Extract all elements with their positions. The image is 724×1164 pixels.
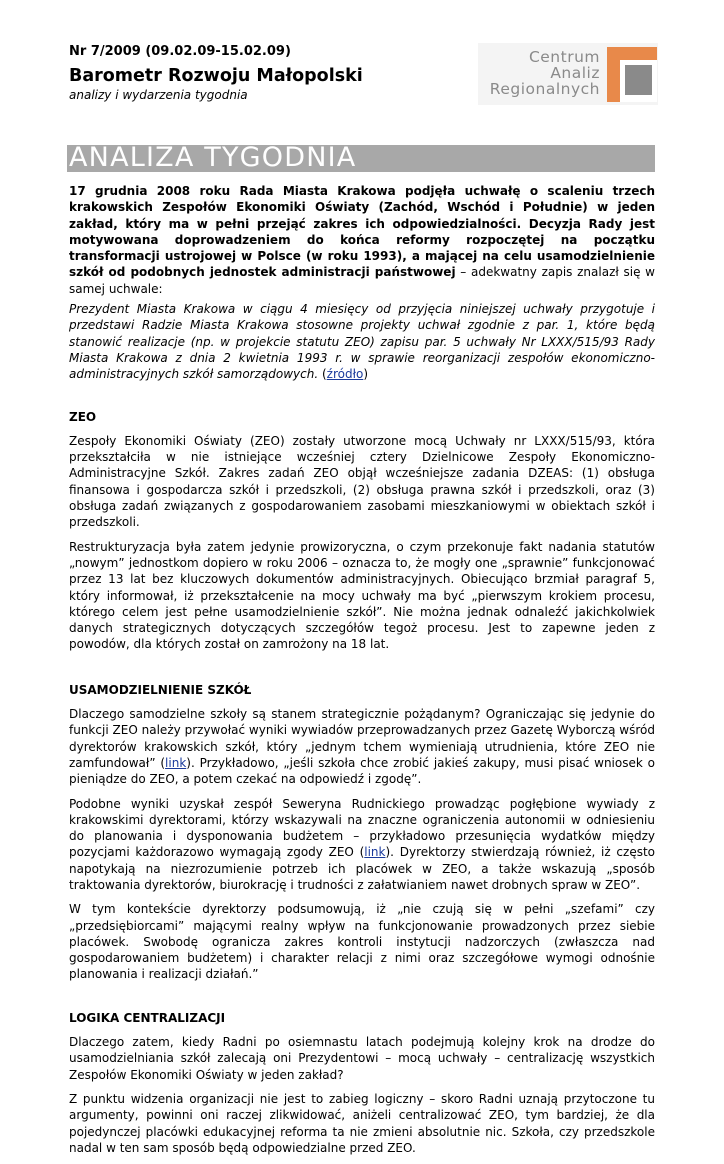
logo-line-3: Regionalnych bbox=[489, 80, 600, 98]
intro-rest-text: – adekwatny zapis znalazł się w samej uchwale: bbox=[69, 265, 655, 296]
logo-line-1: Centrum bbox=[528, 48, 600, 66]
quote-text: Prezydent Miasta Krakowa w ciągu 4 miesięcy od przyjęcia niniejszej uchwały przygotuje i przedstawi Radzie Miasta Krakowa stosowne projekty uchwał zgodnie z par. 1, które będą stanowić realizacje (np. w projekcie statutu ZEO) zapisu par. 5 uchwały Nr LXXX/515/93 Rady Miasta Krakowa z dnia 2 kwietnia 1993 r. w sprawie reorganizacji zespołów ekonomiczno-administracyjnych szkół samorządowych. bbox=[69, 302, 655, 382]
logo-square-icon bbox=[607, 47, 657, 102]
gazeta-link[interactable]: link bbox=[165, 755, 187, 770]
publication-title: Barometr Rozwoju Małopolski bbox=[69, 66, 363, 86]
banner-title: ANALIZA TYGODNIA bbox=[69, 145, 357, 172]
rudnicki-link[interactable]: link bbox=[364, 845, 386, 860]
zeo-paragraph-1: Zespoły Ekonomiki Oświaty (ZEO) zostały utworzone mocą Uchwały nr LXXX/515/93, która przekształciła w nie istniejące wcześniej cztery Dzielnicowe Zespoły Ekonomiczno-Administracyjne Szkół. Zakres zadań ZEO objął wcześniejsze zadania DZEAS: (1) obsługa finansowa i gospodarcza szkół i przedszkoli, (2) obsługa prawna szkół i przedszkoli, oraz (3) obsługa zadań związanych z gospodarowaniem zasobami mieszkaniowymi w obiektach szkół i przedszkoli. bbox=[69, 433, 655, 530]
section-heading-usamodzielnienie: USAMODZIELNIENIE SZKÓŁ bbox=[69, 682, 252, 697]
section-heading-zeo: ZEO bbox=[69, 409, 97, 424]
logika-paragraph-1: Dlaczego zatem, kiedy Radni po osiemnastu latach podejmują kolejny krok na drodze do usamodzielniania szkół zalecają oni Prezydentowi – mocą uchwały – centralizację wszystkich Zespołów Ekonomiki Oświaty w jeden zakład? bbox=[69, 1035, 655, 1082]
article-body bbox=[69, 183, 655, 1164]
resolution-quote: Prezydent Miasta Krakowa w ciągu 4 miesięcy od przyjęcia niniejszej uchwały przygotuje i przedstawi Radzie Miasta Krakowa stosowne projekty uchwał zgodnie z par. 1, które będą stanowić realizacje (np. w projekcie statutu ZEO) zapisu par. 5 uchwały Nr LXXX/515/93 Rady Miasta Krakowa z dnia 2 kwietnia 1993 r. w sprawie reorganizacji zespołów ekonomiczno-administracyjnych szkół samorządowych. (źródło) bbox=[69, 302, 655, 382]
publication-subtitle: analizy i wydarzenia tygodnia bbox=[69, 88, 248, 102]
usamodzielnienie-paragraph-1: Dlaczego samodzielne szkoły są stanem strategicznie pożądanym? Ograniczając się jedynie do funkcji ZEO należy przywołać wyniki wywiadów przeprowadzanych przez Gazetę Wyborczą wśród dyrektorów krakowskich szkół, który „jednym tchem wymieniają utrudnienia, które ZEO nie zamfundował” (link). Przykładowo, „jeśli szkoła chce zrobić jakieś zakupy, musi pisać wniosek o pieniądze do ZEO, a potem czekać na odpowiedź i zgodę”. bbox=[69, 707, 655, 787]
zeo-paragraph-2: Restrukturyzacja była zatem jedynie prowizoryczna, o czym przekonuje fakt nadania statutów „nowym” jednostkom dopiero w roku 2006 – oznacza to, że mogły one „sprawnie” funkcjonować przez 13 lat bez kluczowych dokumentów administracyjnych. Obiecująco brzmiał paragraf 5, który informował, iż przekształcenie na mocy uchwały ma być „pierwszym krokiem procesu, którego celem jest pełne usamodzielnienie szkół”. Nie można jednak odnaleźć jakichkolwiek danych strategicznych dotyczących szczegółów tegoż procesu. Jest to zapewne jeden z powodów, dla których został on zamrożony na 18 lat. bbox=[69, 539, 655, 652]
source-link[interactable]: źródło bbox=[326, 367, 364, 382]
intro-bold-text: 17 grudnia 2008 roku Rada Miasta Krakowa podjęła uchwałę o scaleniu trzech krakowskich Zespołów Ekonomiki Oświaty (Zachód, Wschód i Południe) w jeden zakład, który ma w pełni przejąć zakres ich odpowiedzialności. Decyzja Rady jest motywowana doprowadzeniem do końca reformy rozpoczętej na początku transformacji ustrojowej w Polsce (w roku 1993), a mającej na celu usamodzielnienie szkół od podobnych jednostek administracji państwowej bbox=[69, 184, 655, 280]
usamodzielnienie-paragraph-2: Podobne wyniki uzyskał zespół Seweryna Rudnickiego prowadząc pogłębione wywiady z krakowskimi dyrektorami, którzy wskazywali na znaczne ograniczenia autonomii w odniesieniu do planowania i dysponowania budżetem – przykładowo przesunięcia wydatków między pozycjami każdorazowo wymagają zgody ZEO (link). Dyrektorzy stwierdzają również, iż często napotykają na niezrozumienie potrzeb ich placówek w ZEO, a także wskazują „sposób traktowania dyrektorów, biurokrację i trudności z załatwianiem nawet drobnych spraw w ZEO”. bbox=[69, 796, 655, 892]
logika-paragraph-2: Z punktu widzenia organizacji nie jest to zabieg logiczny – skoro Radni uznają przytoczone tu argumenty, powinni oni raczej zlikwidować, aniżeli centralizować ZEO, tym bardziej, że dla pojedynczej placówki edukacyjnej reforma ta nie zmieni absolutnie nic. Szkoła, czy przedszkole nadal w ten sam sposób będą odpowiedzialne przed ZEO. bbox=[69, 1091, 655, 1155]
usamodzielnienie-paragraph-3: W tym kontekście dyrektorzy podsumowują, iż „nie czują się w pełni „szefami” czy „przedsiębiorcami” mającymi realny wpływ na funkcjonowanie prowadzonych przez siebie placówek. Swobodę ogranicza zakres kontroli instytucji nadzorczych (zwłaszcza nad gospodarowaniem budżetem) i charakter relacji z nimi oraz szczegółowe wymogi odnośnie planowania i realizacji działań.” bbox=[69, 902, 655, 982]
logo-text bbox=[490, 49, 600, 97]
section-heading-logika: LOGIKA CENTRALIZACJI bbox=[69, 1010, 226, 1025]
centrum-analiz-logo bbox=[478, 43, 658, 105]
issue-number: Nr 7/2009 (09.02.09-15.02.09) bbox=[69, 44, 291, 59]
intro-paragraph bbox=[69, 183, 655, 297]
logo-line-2: Analiz bbox=[550, 64, 600, 82]
section-banner bbox=[67, 145, 655, 172]
